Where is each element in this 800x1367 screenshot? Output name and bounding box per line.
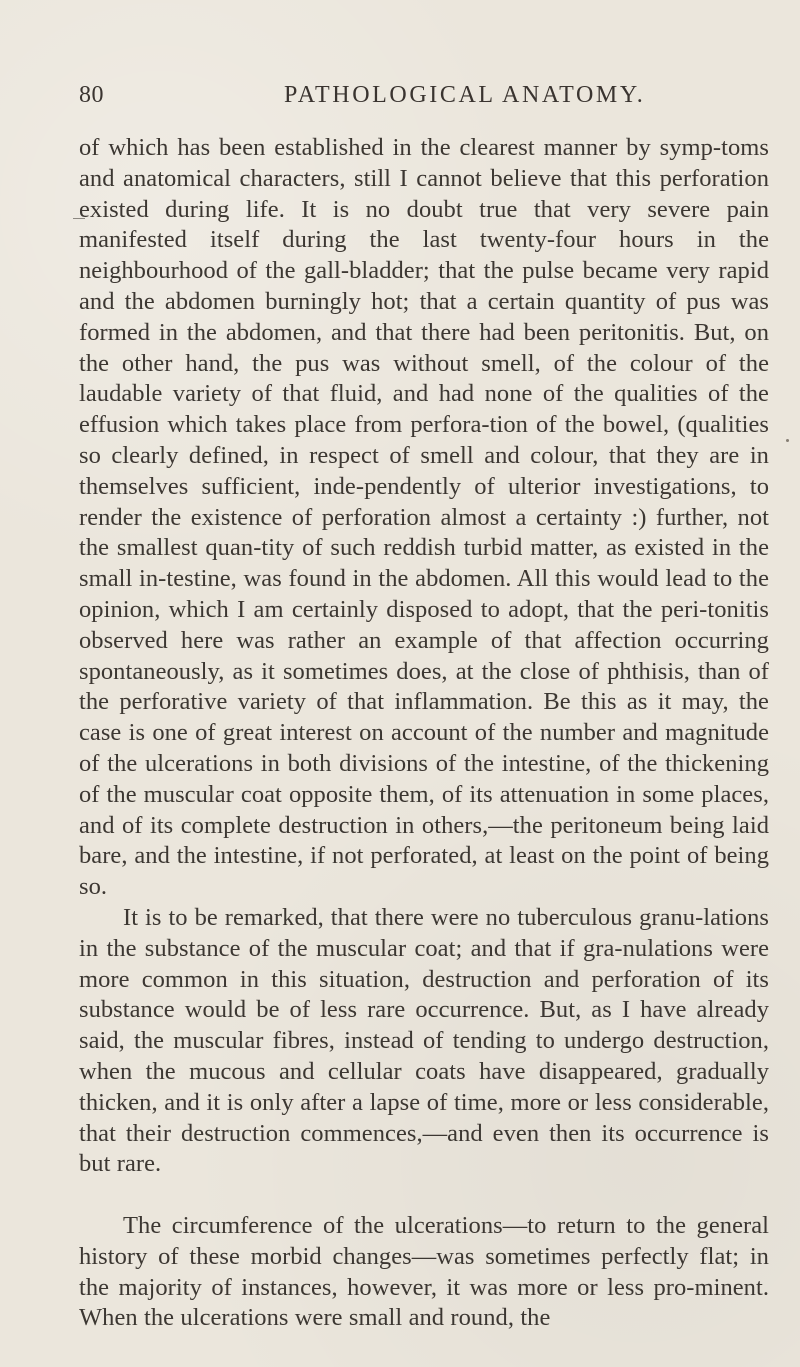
running-head: PATHOLOGICAL ANATOMY. xyxy=(284,82,646,108)
margin-dot xyxy=(786,439,789,442)
paragraph-3: The circumference of the ulcerations—to return to the general history of these morbid changes—was sometimes perfectly flat; in the majority of instances, however, it was more or less pro-minent. When the ulcerations were small and round, the xyxy=(79,1212,769,1332)
body-text xyxy=(79,133,769,1334)
paragraph-2: It is to be remarked, that there were no tuberculous granu-lations in the substance of the muscular coat; and that if gra-nulations were more common in this situation, destruction and perforation of its substance would be of less rare occurrence. But, as I have already said, the muscular fibres, instead of tending to undergo destruction, when the mucous and cellular coats have disappeared, gradually thicken, and it is only after a lapse of time, more or less considerable, that their destruction commences,—and even then its occurrence is but rare. xyxy=(79,903,769,1178)
page-header xyxy=(79,78,752,118)
paragraph-1: of which has been established in the clearest manner by symp-toms and anatomical characters, still I cannot believe that this perforation existed during life. It is no doubt true that very severe pain manifested itself during the last twenty-four hours in the neighbourhood of the gall-bladder; that the pulse became very rapid and the abdomen burningly hot; that a certain quantity of pus was formed in the abdomen, and that there had been peritonitis. But, on the other hand, the pus was without smell, of the colour of the laudable variety of that fluid, and had none of the qualities of the effusion which takes place from perfora-tion of the bowel, (qualities so clearly defined, in respect of smell and colour, that they are in themselves sufficient, inde-pendently of ulterior investigations, to render the existence of perforation almost a certainty :) further, not the smallest quan-tity of such reddish turbid matter, as existed in the small in-testine, was found in the abdomen. All this would lead to the opinion, which I am certainly disposed to adopt, that the peri-tonitis observed here was rather an example of that affection occurring spontaneously, as it sometimes does, at the close of phthisis, than of the perforative variety of that inflammation. Be this as it may, the case is one of great interest on account of the number and magnitude of the ulcerations in both divisions of the intestine, of the thickening of the muscular coat opposite them, of its attenuation in some places, and of its complete destruction in others,—the peritoneum being laid bare, and the intestine, if not perforated, at least on the point of being so. xyxy=(79,134,769,901)
page-number: 80 xyxy=(79,82,104,108)
